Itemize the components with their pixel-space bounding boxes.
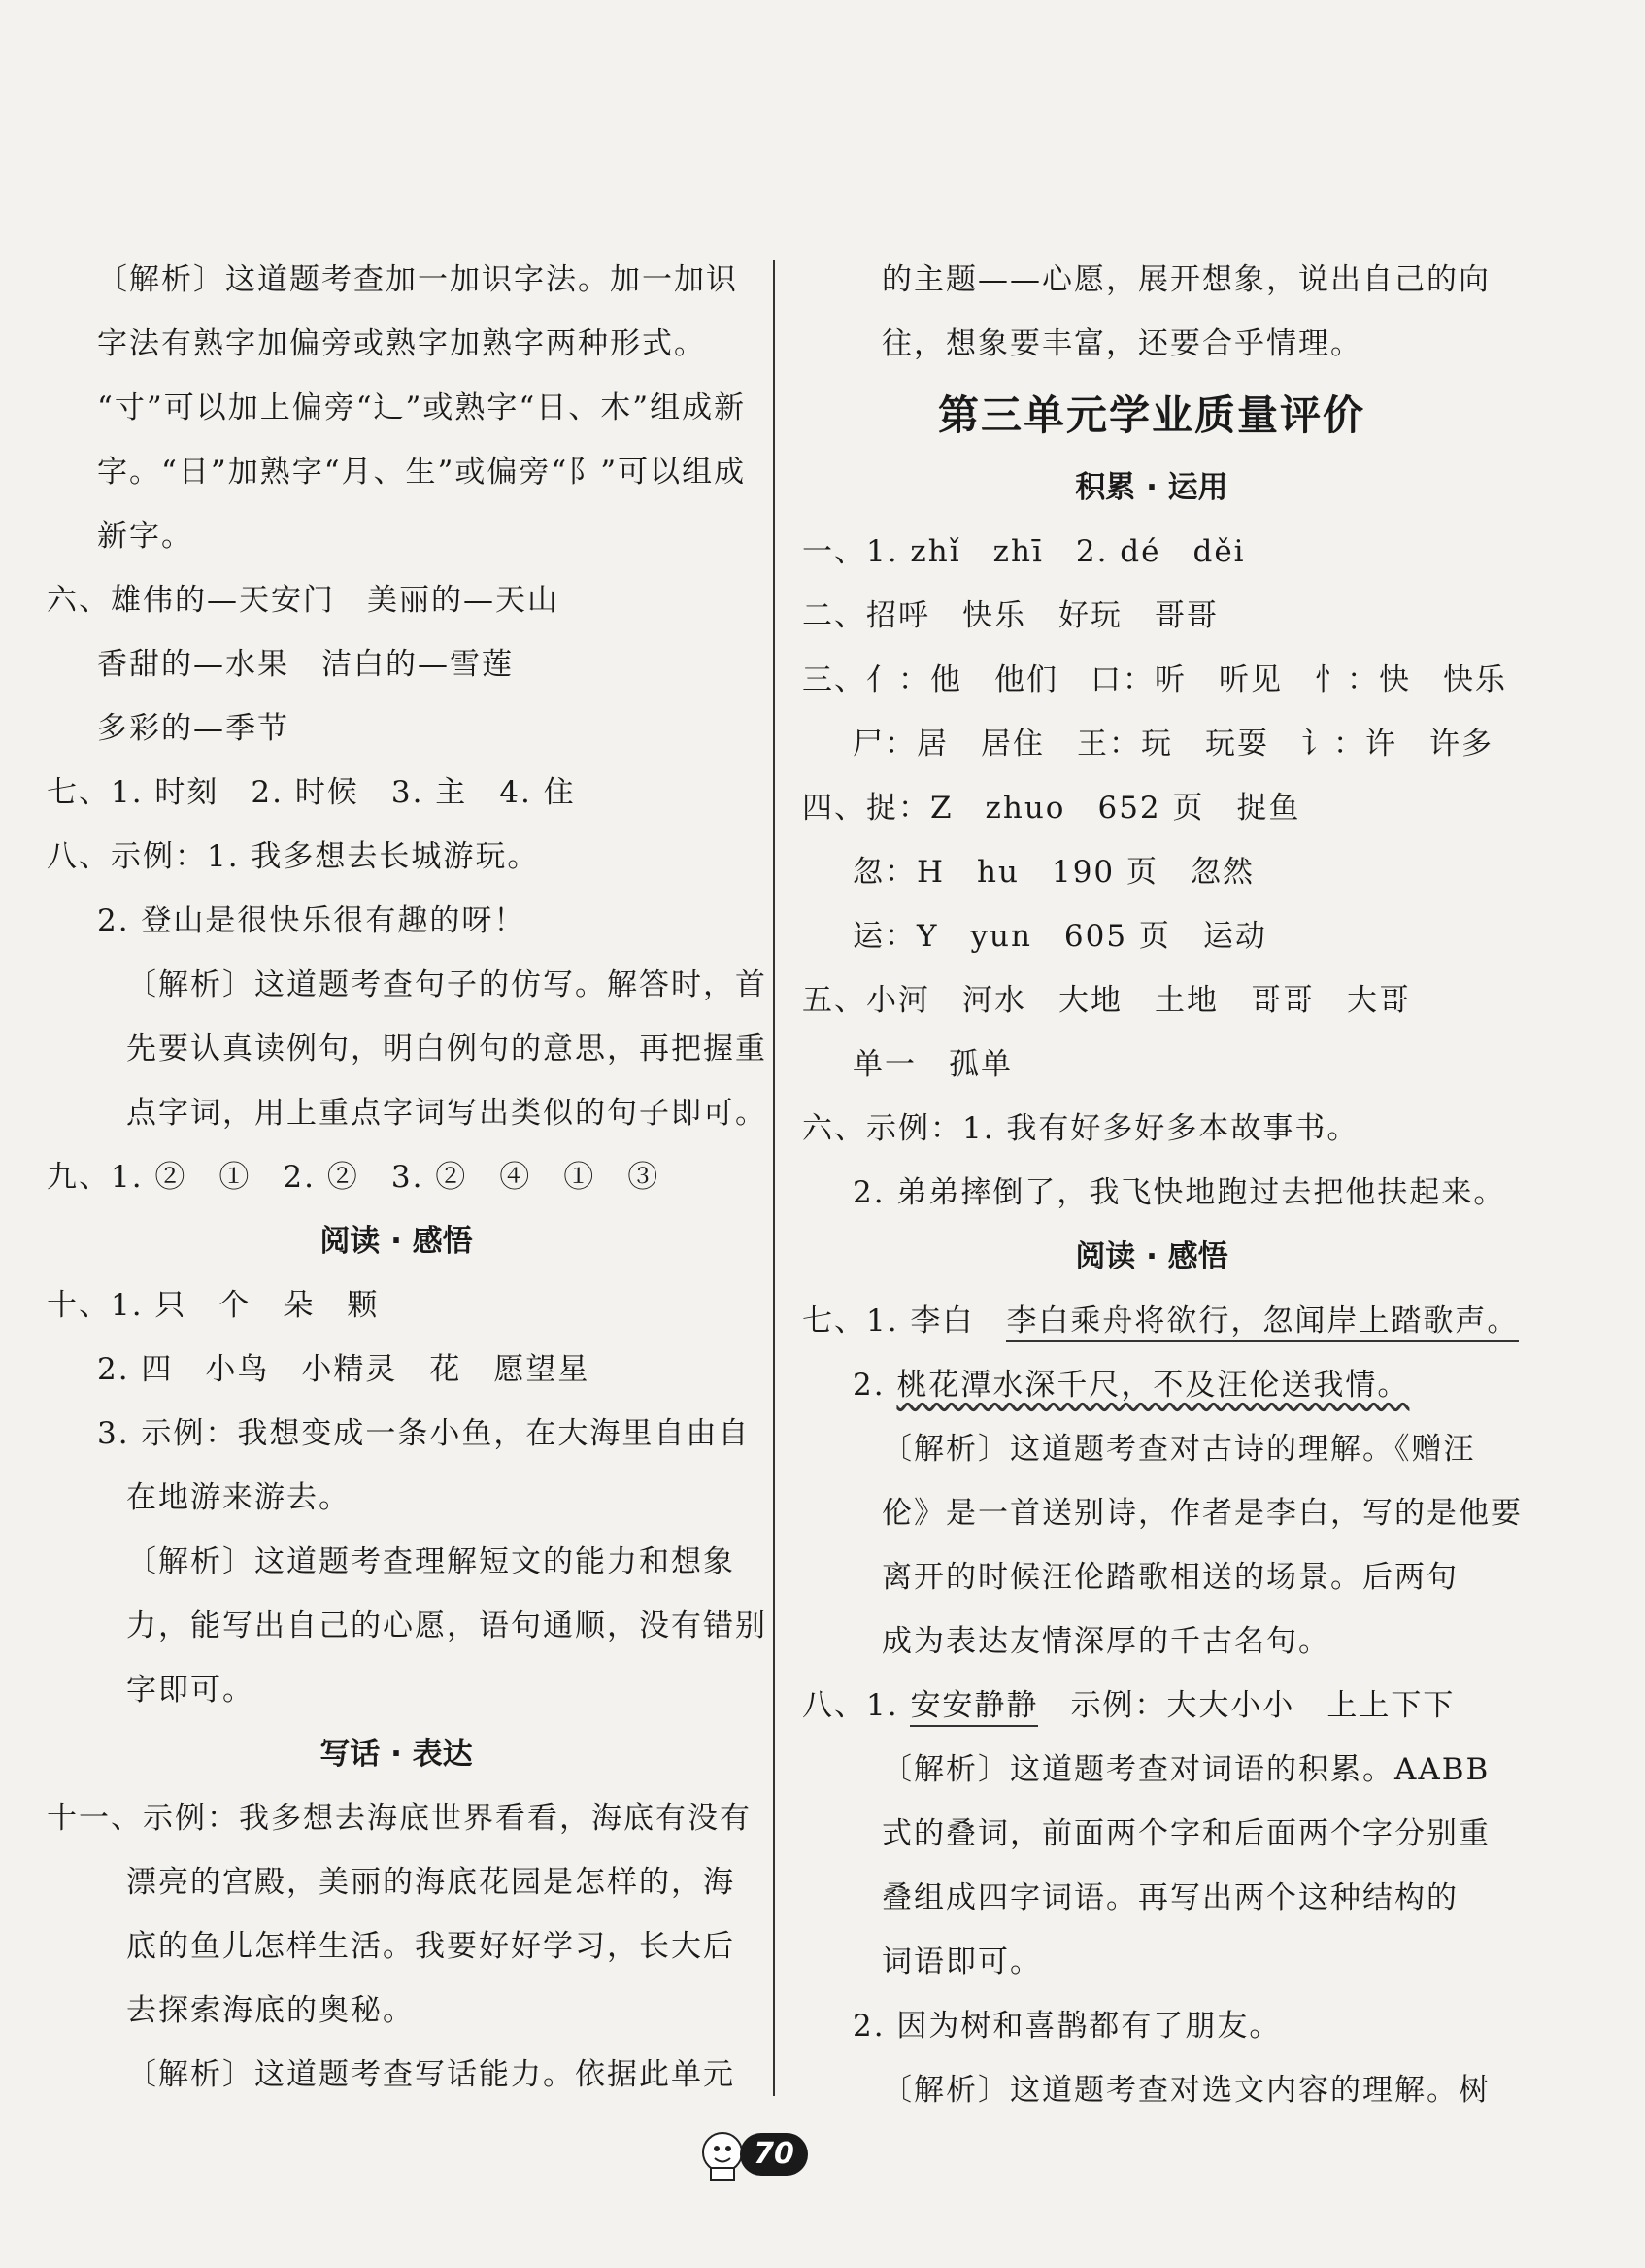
text-line: 香甜的—水果 洁白的—雪莲	[97, 647, 514, 682]
text-line: “寸”可以加上偏旁“辶”或熟字“日、木”组成新	[97, 390, 747, 425]
text-line: 三、亻：他 他们 口：听 听见 忄：快 快乐	[802, 662, 1507, 697]
answer-label: 八、1.	[802, 1688, 899, 1723]
section-heading-reading: 阅读 · 感悟	[319, 1224, 473, 1259]
right-column	[802, 248, 1523, 2122]
text-line: 六、示例：1. 我有好多好多本故事书。	[802, 1111, 1360, 1146]
text-line: 叠组成四字词语。再写出两个这种结构的	[882, 1880, 1459, 1915]
text-line: 〔解析〕这道题考查对古诗的理解。《赠汪	[882, 1432, 1476, 1467]
column-divider	[773, 260, 775, 2096]
text-line: 单一 孤单	[853, 1047, 1013, 1082]
text-line: 忽：H hu 190 页 忽然	[853, 855, 1255, 890]
text-line: 六、雄伟的—天安门 美丽的—天山	[47, 583, 559, 618]
left-column	[47, 248, 767, 2107]
text-line	[802, 1674, 1501, 1738]
text-line: 离开的时候汪伦踏歌相送的场景。后两句	[882, 1560, 1459, 1595]
text-line	[802, 1353, 1501, 1417]
text-line: 〔解析〕这道题考查加一加识字法。加一加识	[97, 262, 738, 297]
text-line: 〔解析〕这道题考查句子的仿写。解答时，首	[126, 967, 767, 1002]
answer-label: 七、1. 李白	[802, 1303, 975, 1338]
text-line: 〔解析〕这道题考查对选文内容的理解。树	[882, 2073, 1491, 2108]
text-line: 2. 登山是很快乐很有趣的呀！	[97, 903, 526, 938]
text-line: 一、1. zhǐ zhī 2. dé děi	[802, 534, 1246, 569]
text-line: 的主题——心愿，展开想象，说出自己的向	[882, 262, 1491, 297]
text-line: 2. 弟弟摔倒了，我飞快地跑过去把他扶起来。	[853, 1175, 1506, 1210]
text-line: 去探索海底的奥秘。	[126, 1993, 415, 2028]
text-line: 字法有熟字加偏旁或熟字加熟字两种形式。	[97, 326, 706, 361]
text-line: 九、1. ② ① 2. ② 3. ② ④ ① ③	[47, 1160, 660, 1195]
underlined-answer: 安安静静	[910, 1688, 1038, 1727]
text-line: 二、招呼 快乐 好玩 哥哥	[802, 598, 1219, 633]
text-line: 往，想象要丰富，还要合乎情理。	[882, 326, 1362, 361]
answer-example: 示例：大大小小 上上下下	[1070, 1688, 1456, 1723]
text-line: 尸：居 居住 王：玩 玩耍 讠：许 许多	[853, 727, 1494, 762]
text-line: 字。“日”加熟字“月、生”或偏旁“阝”可以组成	[97, 455, 747, 490]
text-line: 十、1. 只 个 朵 颗	[47, 1288, 380, 1323]
text-line: 词语即可。	[882, 1945, 1042, 1980]
text-line: 〔解析〕这道题考查对词语的积累。AABB	[882, 1752, 1491, 1787]
text-line: 2. 四 小鸟 小精灵 花 愿望星	[97, 1352, 590, 1387]
text-line: 四、捉：Z zhuo 652 页 捉鱼	[802, 791, 1301, 826]
text-line: 七、1. 时刻 2. 时候 3. 主 4. 住	[47, 775, 576, 810]
text-line: 3. 示例：我想变成一条小鱼，在大海里自由自	[97, 1416, 751, 1451]
text-line: 点字词，用上重点字词写出类似的句子即可。	[126, 1096, 767, 1131]
text-line: 八、示例：1. 我多想去长城游玩。	[47, 839, 540, 874]
text-line: 在地游来游去。	[126, 1480, 351, 1515]
text-line: 十一、示例：我多想去海底世界看看，海底有没有	[47, 1801, 752, 1836]
section-heading-accumulate: 积累 · 运用	[1075, 470, 1228, 505]
text-line: 力，能写出自己的心愿，语句通顺，没有错别	[126, 1608, 767, 1643]
text-line: 成为表达友情深厚的千古名句。	[882, 1624, 1330, 1659]
unit-title: 第三单元学业质量评价	[937, 391, 1365, 439]
text-line: 〔解析〕这道题考查理解短文的能力和想象	[126, 1544, 735, 1579]
text-line: 式的叠词，前面两个字和后面两个字分别重	[882, 1816, 1491, 1851]
text-line: 运：Y yun 605 页 运动	[853, 919, 1267, 954]
underlined-answer: 李白乘舟将欲行，忽闻岸上踏歌声。	[1006, 1303, 1519, 1342]
text-line: 2. 因为树和喜鹊都有了朋友。	[853, 2009, 1282, 2044]
page-number: 70	[740, 2133, 808, 2176]
text-line: 多彩的—季节	[97, 711, 289, 746]
text-line: 先要认真读例句，明白例句的意思，再把握重	[126, 1032, 767, 1066]
text-line	[802, 1289, 1520, 1353]
text-line: 漂亮的宫殿，美丽的海底花园是怎样的，海	[126, 1865, 735, 1900]
text-line: 五、小河 河水 大地 土地 哥哥 大哥	[802, 983, 1411, 1018]
text-line: 字即可。	[126, 1673, 254, 1708]
text-line: 〔解析〕这道题考查写话能力。依据此单元	[126, 2057, 735, 2092]
text-line: 新字。	[97, 519, 193, 554]
text-line: 底的鱼儿怎样生活。我要好好学习，长大后	[126, 1929, 735, 1964]
section-heading-writing: 写话 · 表达	[319, 1737, 473, 1772]
section-heading-reading: 阅读 · 感悟	[1075, 1239, 1228, 1274]
wavy-underlined-answer: 桃花潭水深千尺，不及汪伦送我情。	[896, 1368, 1410, 1403]
answer-label: 2.	[853, 1368, 886, 1403]
text-line: 伦》是一首送别诗，作者是李白，写的是他要	[882, 1496, 1523, 1531]
